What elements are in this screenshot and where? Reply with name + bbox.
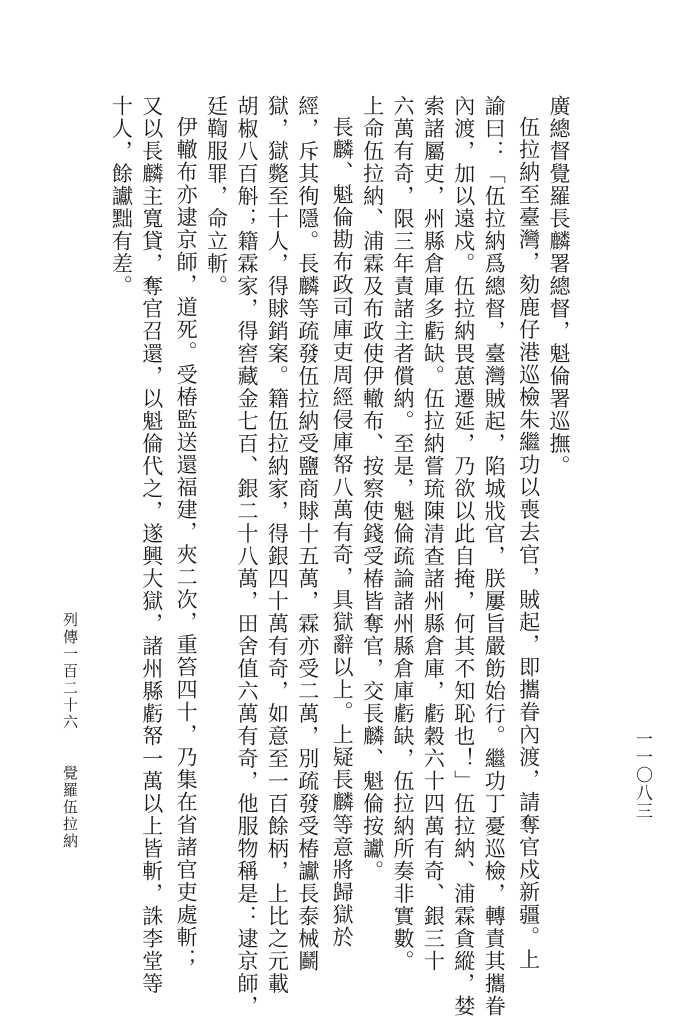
- text-column: 經，斥其徇隱。長麟等疏發伍拉納受鹽商賕十五萬，霖亦受二萬，別疏發受椿讞長泰械鬬: [295, 95, 320, 973]
- text-column: 索諸屬吏，州縣倉庫多虧缺。伍拉納嘗琉陳清查諸州縣倉庫，虧穀六十四萬有奇、銀三十: [421, 95, 446, 973]
- footer-section: 覺羅伍拉納: [61, 765, 79, 850]
- text-column: 廣總督覺羅長麟署總督，魁倫署巡撫。: [547, 95, 571, 478]
- text-column: 又以長麟主寬貸，奪官召還，以魁倫代之，遂興大獄，諸州縣虧帑一萬以上皆斬，誅李堂等: [139, 95, 164, 995]
- text-column: 廷鞫服罪，命立斬。: [204, 95, 229, 298]
- footer-volume: 列傳一百二十六: [61, 612, 79, 731]
- text-column: 內渡，加以遠戍。伍拉納畏葸遷延，乃欲以此自掩，何其不知恥也！」伍拉納、浦霖貪縱，婪: [451, 95, 476, 1018]
- text-column: 六萬有奇，限三年責諸主者償納。至是，魁倫疏論諸州縣倉庫虧缺，伍拉納所奏非實數。: [390, 95, 415, 973]
- text-column: 十人，餘讞黜有差。: [109, 95, 134, 298]
- text-column: 伍拉納至臺灣，劾鹿仔港巡檢朱繼功以喪去官，賊起，即攜眷內渡，請奪官戍新疆。上: [516, 116, 541, 971]
- text-column: 伊轍布亦逮京師，道死。受椿監送還福建，夾二次，重笞四十，乃集在省諸官吏處斬；: [174, 116, 199, 971]
- text-column: 胡椒八百斛；籍霖家，得窖藏金七百、銀二十八萬，田舍值六萬有奇，他服物稱是：逮京師，: [234, 95, 259, 1018]
- page-number: 一一〇八三: [632, 730, 652, 820]
- text-column: 獄，獄斃至十人，得賕銷案。籍伍拉納家，得銀四十萬有奇，如意至一百餘柄，上比之元載: [265, 95, 290, 995]
- text-column: 上命伍拉納、浦霖及布政使伊轍布、按察使錢受椿皆奪官，交長麟、魁倫按讞。: [360, 95, 385, 883]
- main-text: [104, 95, 574, 1018]
- text-column: 諭曰：「伍拉納爲總督，臺灣賊起，陷城戕官，朕屢旨嚴飭始行。繼功丁憂巡檢，轉責其攜眷: [482, 95, 507, 1018]
- text-column: 長麟、魁倫勘布政司庫吏周經侵庫帑八萬有奇，具獄辭以上。上疑長麟等意將歸獄於: [330, 116, 355, 949]
- running-footer: [60, 612, 81, 850]
